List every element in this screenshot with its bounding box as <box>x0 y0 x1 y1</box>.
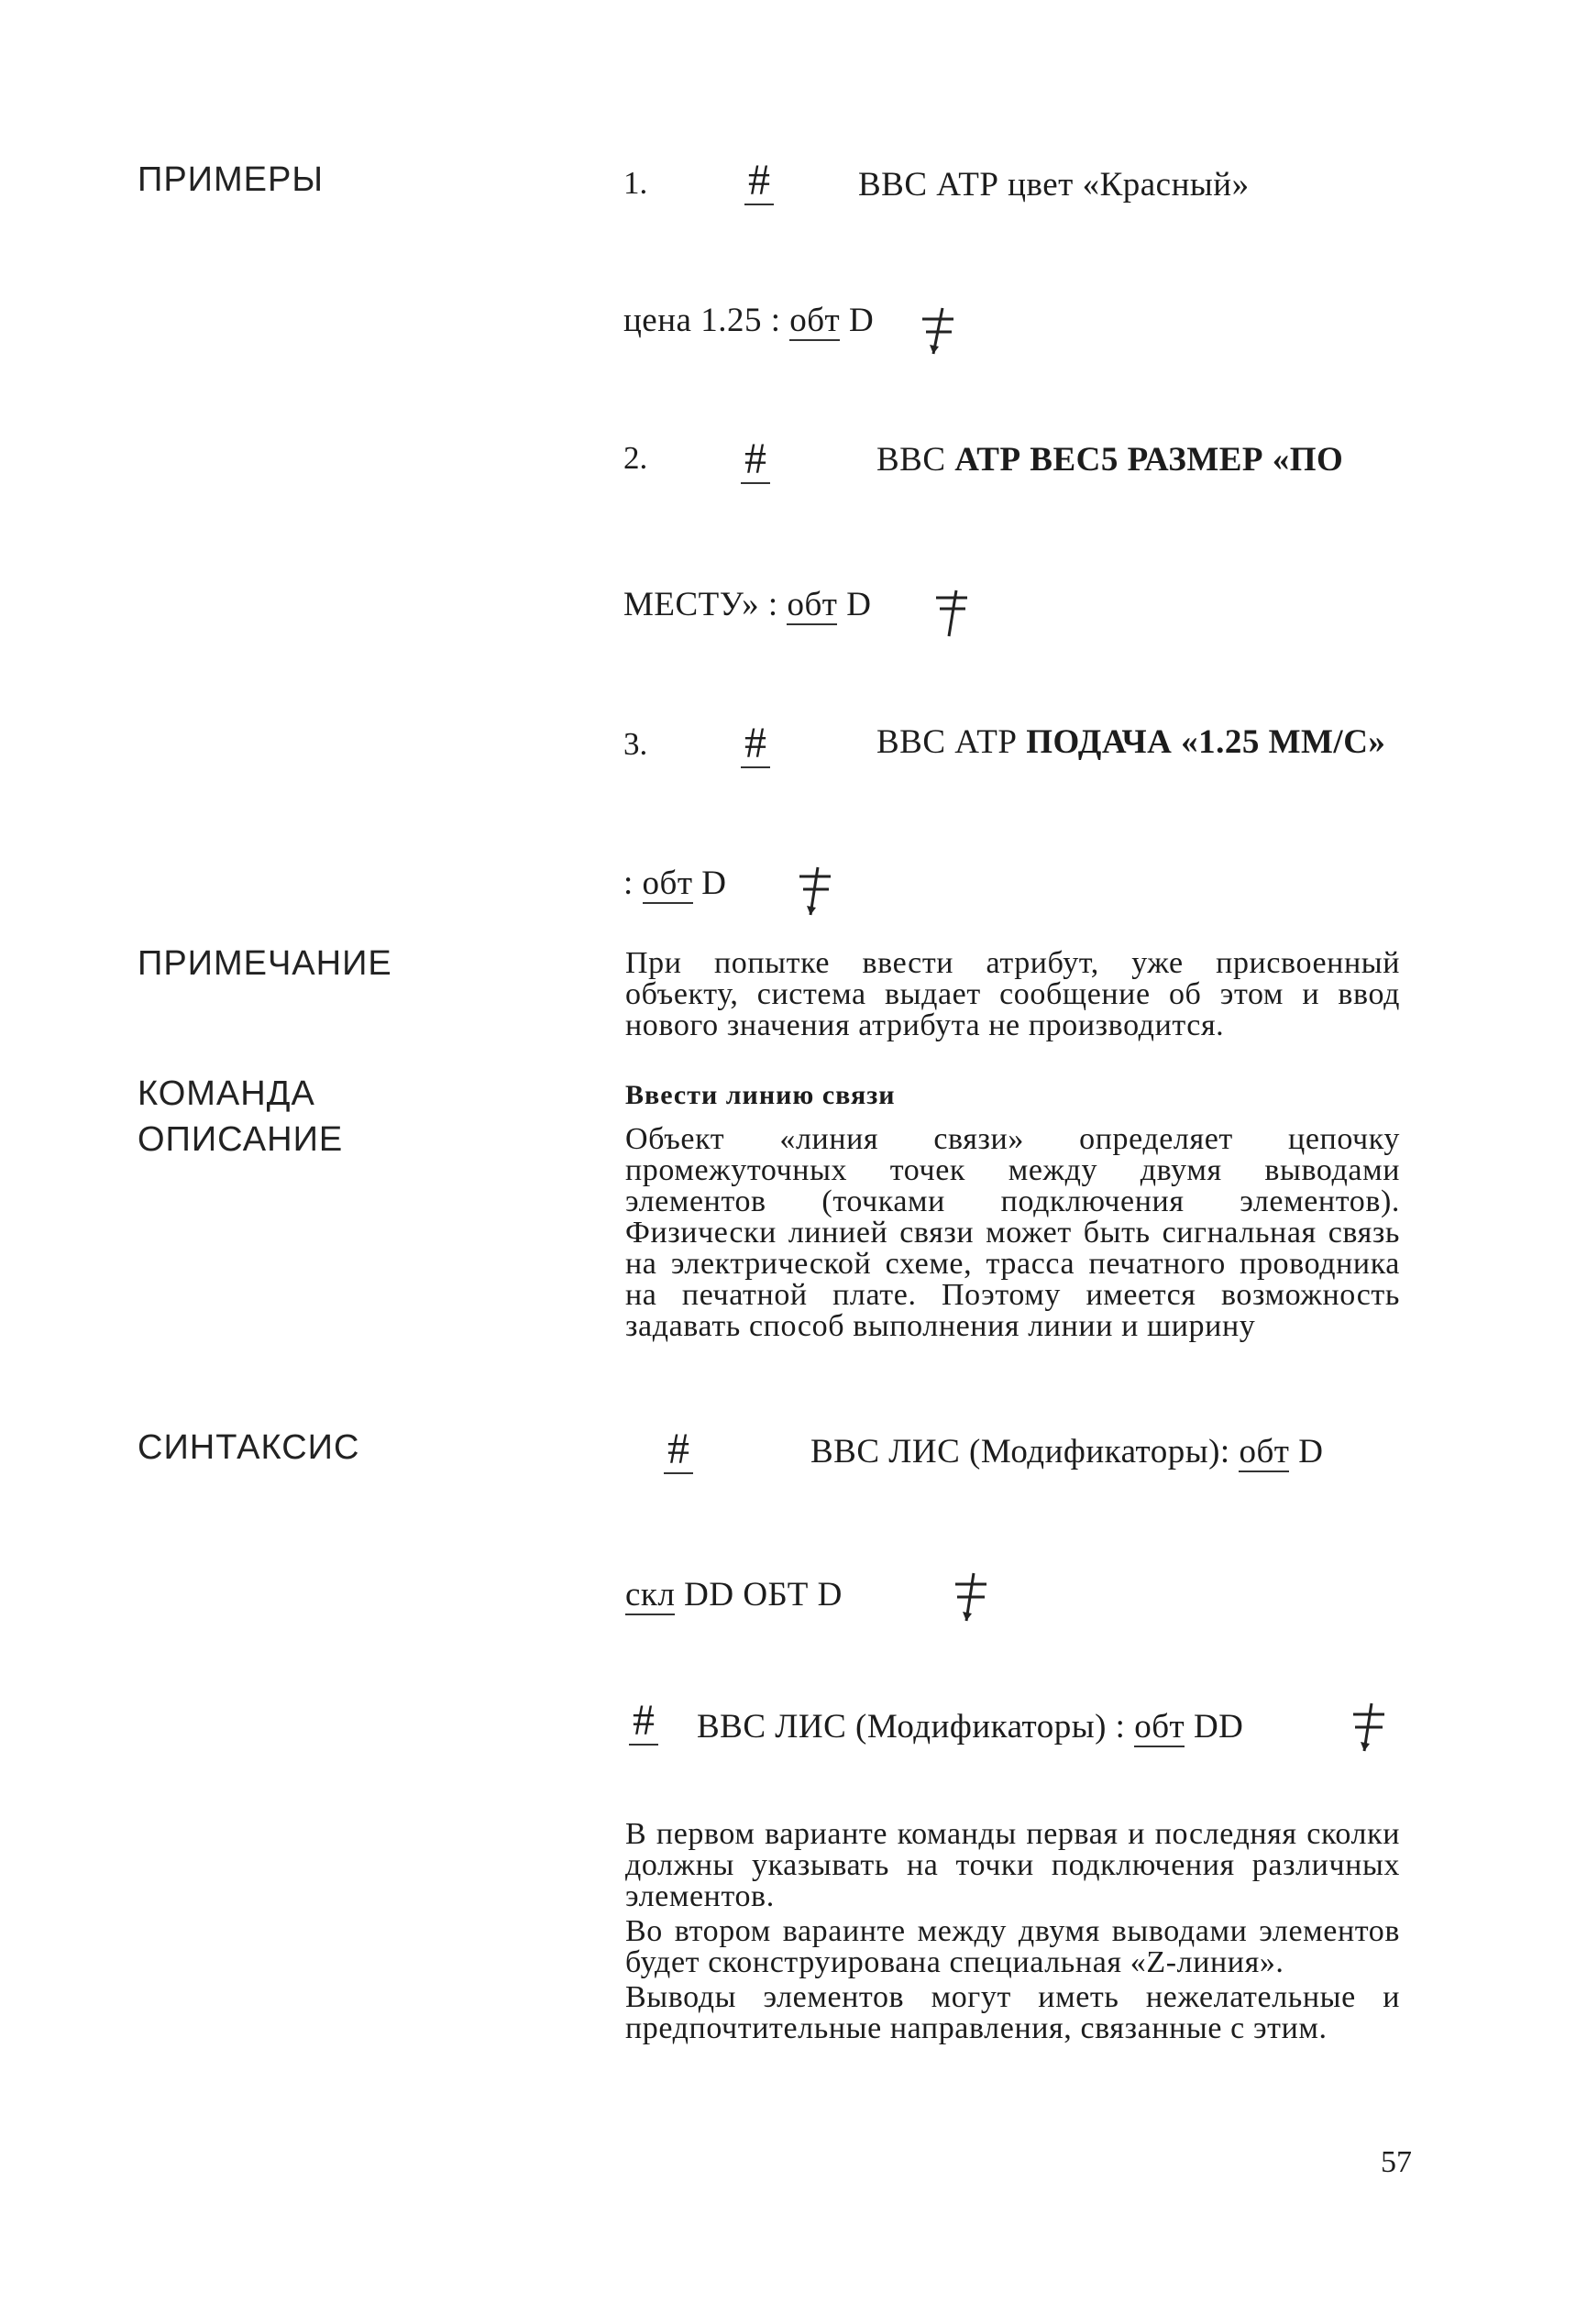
explanation-paragraph-1: В первом варианте команды первая и последняя сколки должны указывать на точки подключения различных элементов. <box>625 1817 1400 1913</box>
end-marker-icon <box>950 1570 992 1626</box>
end-marker-icon <box>917 303 959 359</box>
example-3-number: 3. <box>623 726 648 762</box>
hash-symbol: # <box>664 1426 693 1474</box>
label-examples: ПРИМЕРЫ <box>138 160 324 199</box>
description-paragraph: Объект «линия связи» определяет цепочку промежуточных точек между двумя выводами элементов (точками подключения элементов). Физически линией связи может быть сигнальная связь на электрической схеме, трасса печатного проводника на печатной плате. Поэтому имеется возможность задавать способ выполнения линии и ширину <box>625 1122 1400 1343</box>
syntax-line-2: скл DD ОБТ D <box>625 1576 843 1614</box>
page-number: 57 <box>1381 2145 1412 2179</box>
end-marker-icon <box>1348 1700 1390 1757</box>
explanation-paragraph-2: Во втором вараинте между двумя выводами элементов будет сконструирована специальная «Z-линия». <box>625 1914 1400 1979</box>
label-note: ПРИМЕЧАНИЕ <box>138 944 392 983</box>
hash-symbol: # <box>741 436 770 484</box>
example-3-line2: : обт D <box>623 865 727 902</box>
hash-symbol: # <box>741 721 770 768</box>
command-title: Ввести линию связи <box>625 1080 896 1110</box>
syntax-line-1: ВВС ЛИС (Модификаторы): обт D <box>810 1433 1324 1470</box>
label-syntax: СИНТАКСИС <box>138 1428 360 1467</box>
example-3-line1: ВВС АТР ПОДАЧА «1.25 ММ/С» <box>876 723 1386 761</box>
explanation-paragraph-3: Выводы элементов могут иметь нежелательные и предпочтительные направления, связанные с этим. <box>625 1980 1400 2045</box>
example-2-number: 2. <box>623 440 648 476</box>
example-2-line1: ВВС АТР ВЕС5 РАЗМЕР «ПО <box>876 441 1344 479</box>
end-marker-icon <box>931 585 973 642</box>
example-1-line2: цена 1.25 : обт D <box>623 302 875 339</box>
note-paragraph: При попытке ввести атрибут, уже присвоенный объекту, система выдает сообщение об этом и ввод нового значения атрибута не производится. <box>625 946 1400 1042</box>
example-2-line2: МЕСТУ» : обт D <box>623 586 872 623</box>
end-marker-icon <box>794 864 836 920</box>
label-description: ОПИСАНИЕ <box>138 1120 344 1159</box>
explanation-block <box>625 1819 1400 2048</box>
example-1-line1: ВВС АТР цвет «Красный» <box>858 166 1250 204</box>
example-1-number: 1. <box>623 165 648 201</box>
hash-symbol: # <box>744 158 774 205</box>
hash-symbol: # <box>629 1698 658 1746</box>
syntax-line-3: ВВС ЛИС (Модификаторы) : обт DD <box>697 1708 1244 1746</box>
label-command: КОМАНДА <box>138 1074 315 1113</box>
